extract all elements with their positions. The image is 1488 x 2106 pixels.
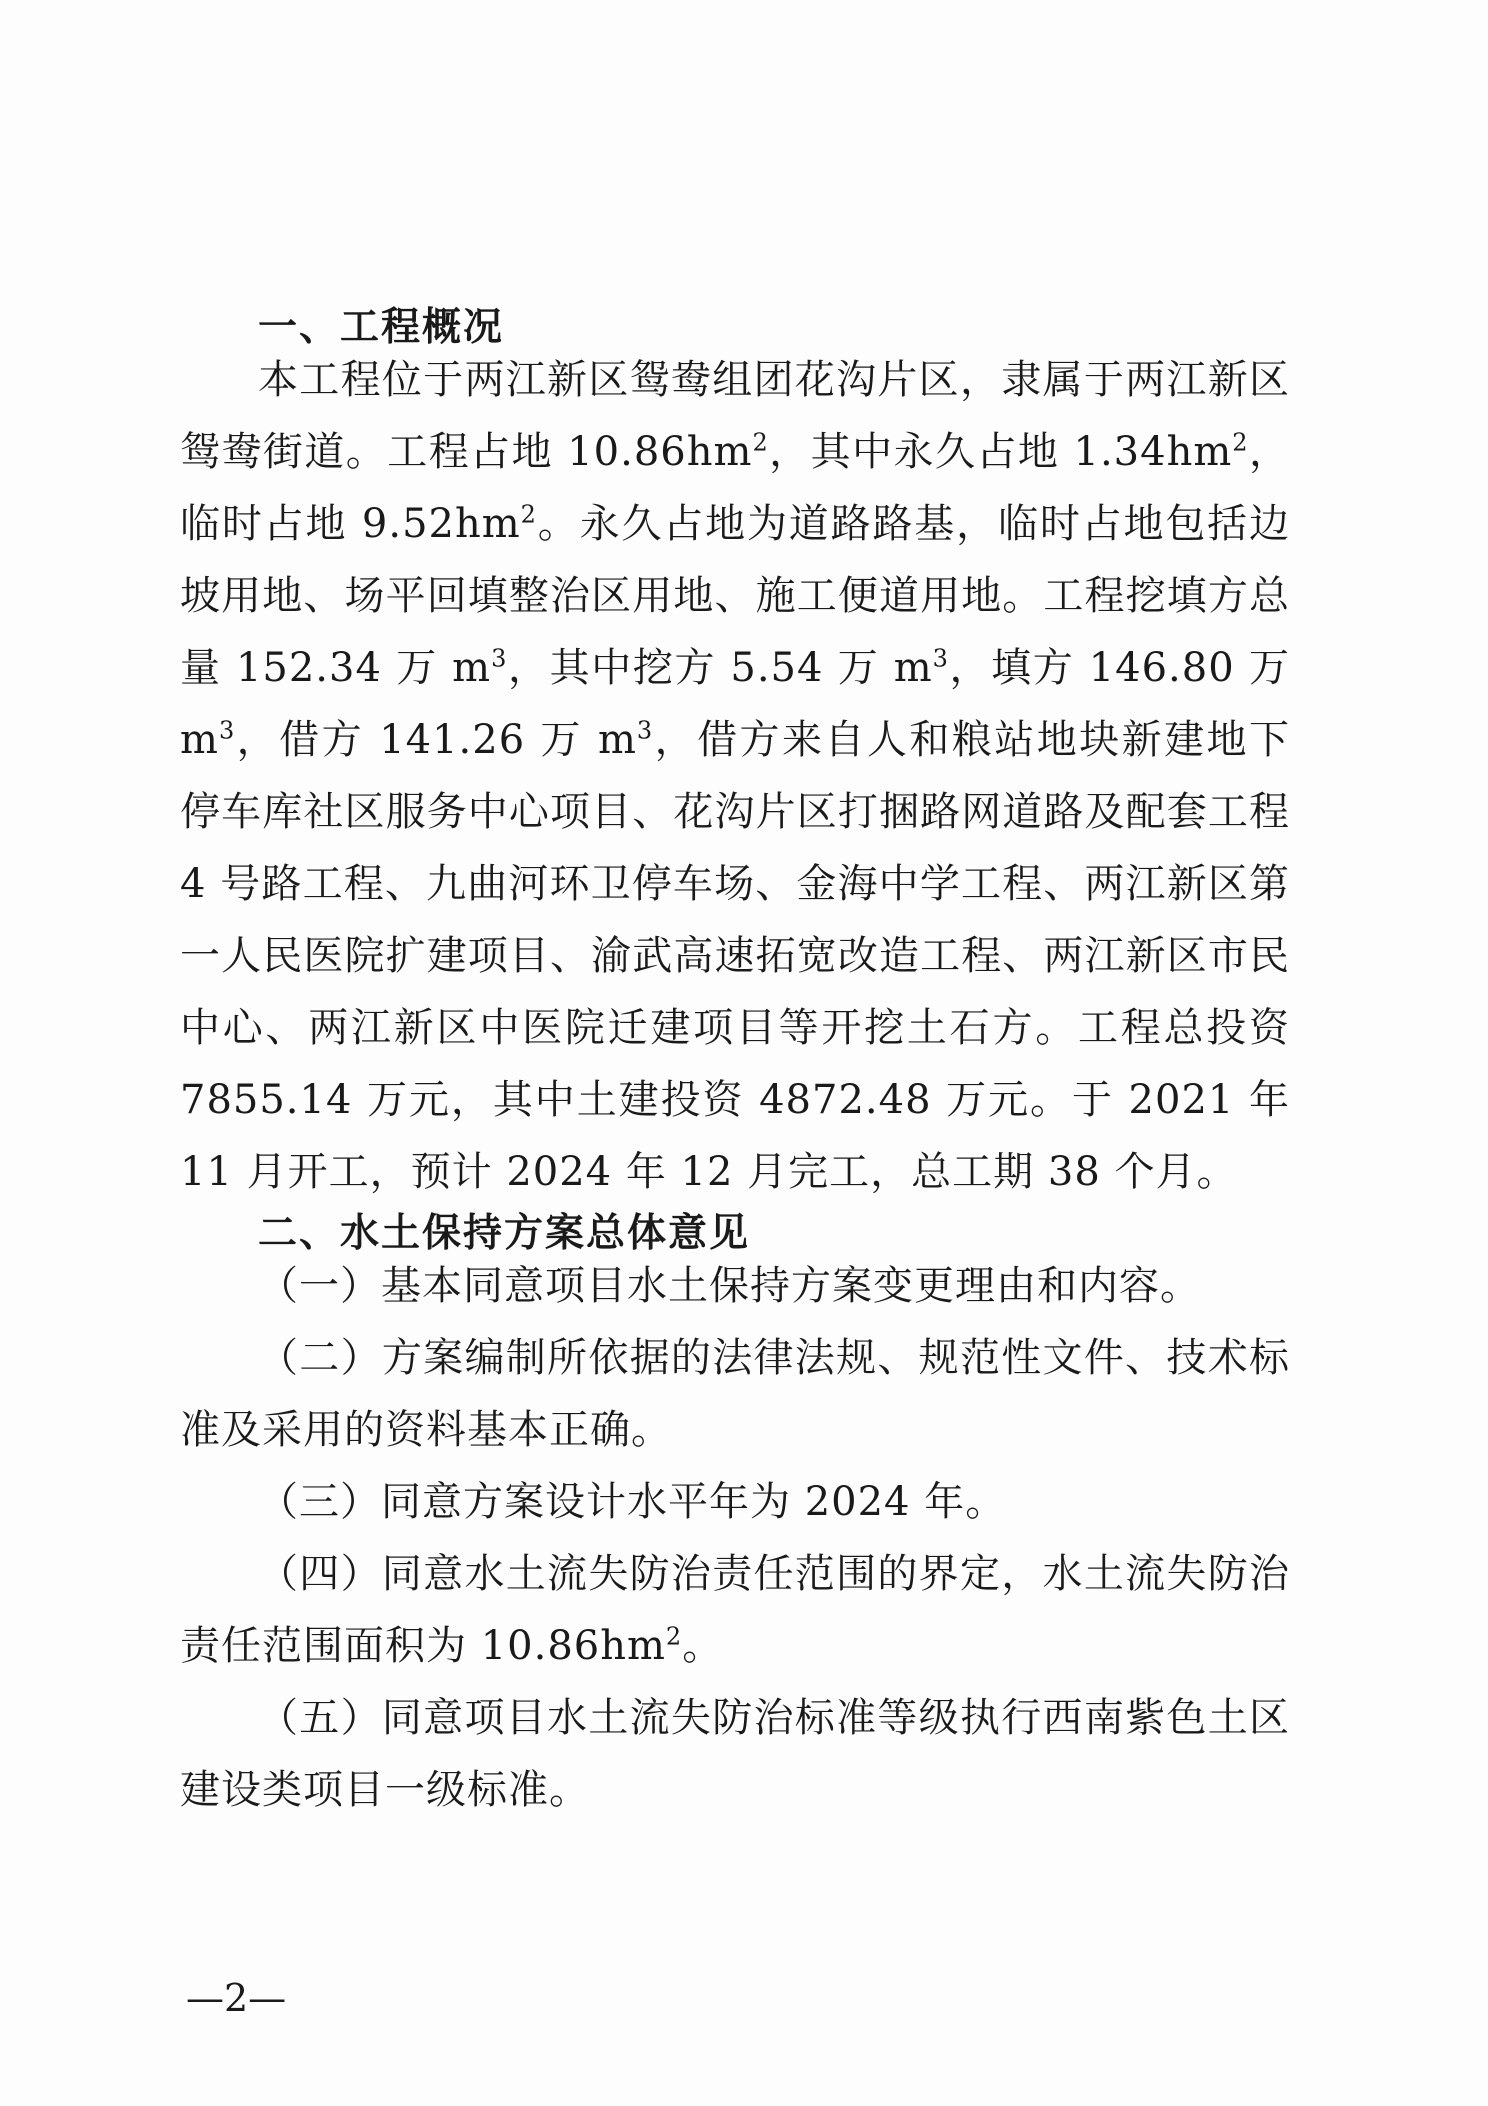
section-heading-opinions: 二、水土保持方案总体意见 xyxy=(258,1211,751,1256)
overview-text-7: ，借方 141.26 万 m xyxy=(235,717,637,763)
overview-text-2: ，其中永久占地 1.34hm xyxy=(768,429,1233,475)
superscript-2: 2 xyxy=(665,1622,683,1651)
overview-paragraph xyxy=(180,344,1290,1208)
overview-text-1: 本工程位于两江新区鸳鸯组团花沟片区，隶属于两江新区鸳鸯街道。工程占地 10.86hm xyxy=(180,357,1290,475)
opinion-item-5: （五）同意项目水土流失防治标准等级执行西南紫色土区建设类项目一级标准。 xyxy=(180,1695,1290,1813)
opinion-item-4-text: （四）同意水土流失防治责任范围的界定，水土流失防治责任范围面积为 10.86hm xyxy=(180,1551,1290,1669)
superscript-2: 2 xyxy=(1232,428,1249,457)
superscript-2: 2 xyxy=(752,428,769,457)
superscript-3: 3 xyxy=(636,716,654,745)
page-number: —2— xyxy=(186,1976,287,2020)
opinion-item-4-tail: 。 xyxy=(682,1623,724,1669)
overview-text-8: ，借方来自人和粮站地块新建地下停车库社区服务中心项目、花沟片区打捆路网道路及配套工程 4 号路工程、九曲河环卫停车场、金海中学工程、两江新区第一人民医院扩建项目、渝武高速拓宽改造工程、两江新区市民中心、两江新区中医院迁建项目等开挖土石方。工程总投资 7855.14 万元，其中土建投资 4872.48 万元。于 2021 年 11 月开工，预计 2024 年 12 月完工，总工期 38 个月。 xyxy=(180,717,1290,1195)
opinion-item-4 xyxy=(180,1538,1290,1682)
superscript-3: 3 xyxy=(491,644,508,673)
superscript-2: 2 xyxy=(520,500,537,529)
opinion-item-1: （一）基本同意项目水土保持方案变更理由和内容。 xyxy=(258,1263,1201,1309)
opinion-item-3: （三）同意方案设计水平年为 2024 年。 xyxy=(258,1479,1007,1525)
overview-text-3: ，临时占地 9.52hm xyxy=(180,429,1291,547)
superscript-3: 3 xyxy=(218,716,236,745)
overview-text-6: ，填方 146.80 万 m xyxy=(180,645,1291,763)
opinion-item-2: （二）方案编制所依据的法律法规、规范性文件、技术标准及采用的资料基本正确。 xyxy=(180,1335,1290,1453)
overview-text-5: ，其中挖方 5.54 万 m xyxy=(507,645,933,691)
superscript-3: 3 xyxy=(932,644,949,673)
overview-text-4: 。永久占地为道路路基，临时占地包括边坡用地、场平回填整治区用地、施工便道用地。工程挖填方总量 152.34 万 m xyxy=(180,501,1291,691)
section-heading-overview: 一、工程概况 xyxy=(258,305,505,350)
